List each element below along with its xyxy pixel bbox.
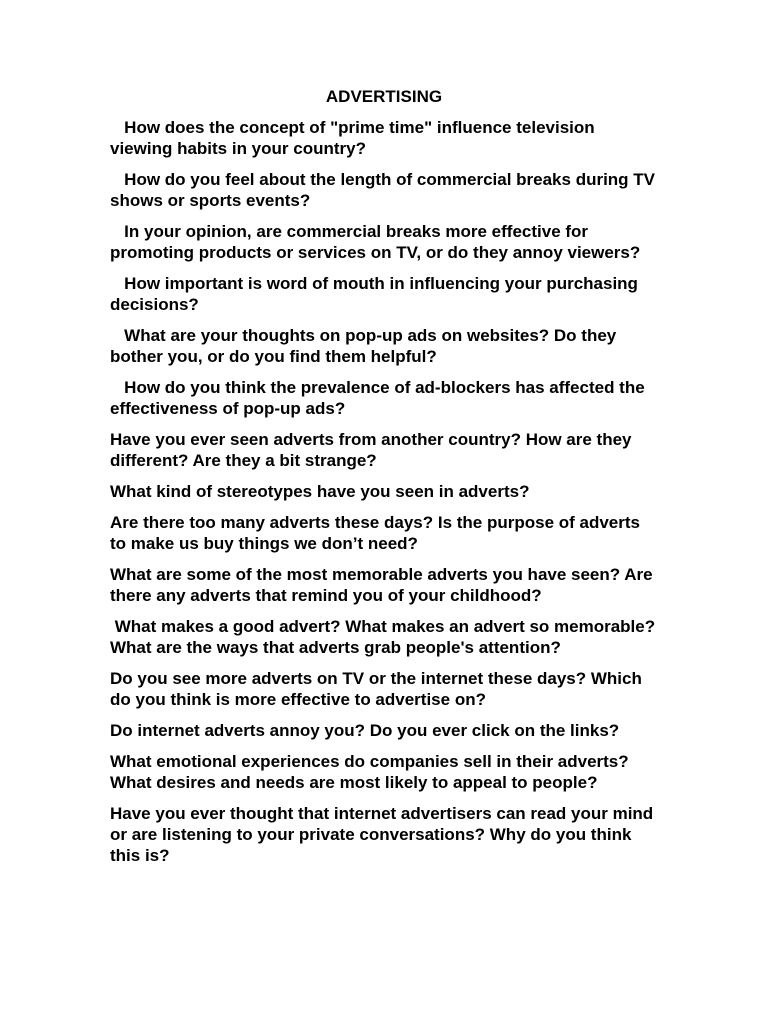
- document-title: ADVERTISING: [325, 87, 443, 106]
- question-14: What emotional experiences do companies sell in their adverts? What desires and needs are most likely to appeal to people?: [110, 752, 634, 792]
- question-13: Do internet adverts annoy you? Do you ever click on the links?: [110, 721, 620, 740]
- question-10: What are some of the most memorable adverts you have seen? Are there any adverts that remind you of your childhood?: [110, 565, 658, 605]
- question-15: Have you ever thought that internet advertisers can read your mind or are listening to your private conversations? Why do you think this is?: [110, 804, 658, 865]
- document-page: [110, 86, 658, 876]
- question-7: Have you ever seen adverts from another country? How are they different? Are they a bit strange?: [110, 430, 637, 470]
- question-12: Do you see more adverts on TV or the internet these days? Which do you think is more effective to advertise on?: [110, 669, 647, 709]
- question-1: How does the concept of "prime time" influence television viewing habits in your country?: [110, 118, 600, 158]
- question-6: How do you think the prevalence of ad-blockers has affected the effectiveness of pop-up ads?: [110, 378, 650, 418]
- question-9: Are there too many adverts these days? Is the purpose of adverts to make us buy things we don’t need?: [110, 513, 645, 553]
- question-8: What kind of stereotypes have you seen in adverts?: [110, 482, 530, 501]
- question-4: How important is word of mouth in influencing your purchasing decisions?: [110, 274, 643, 314]
- question-5: What are your thoughts on pop-up ads on websites? Do they bother you, or do you find them helpful?: [110, 326, 621, 366]
- question-11: What makes a good advert? What makes an advert so memorable? What are the ways that adverts grab people's attention?: [110, 617, 660, 657]
- question-2: How do you feel about the length of commercial breaks during TV shows or sports events?: [110, 170, 660, 210]
- question-3: In your opinion, are commercial breaks more effective for promoting products or services on TV, or do they annoy viewers?: [110, 222, 641, 262]
